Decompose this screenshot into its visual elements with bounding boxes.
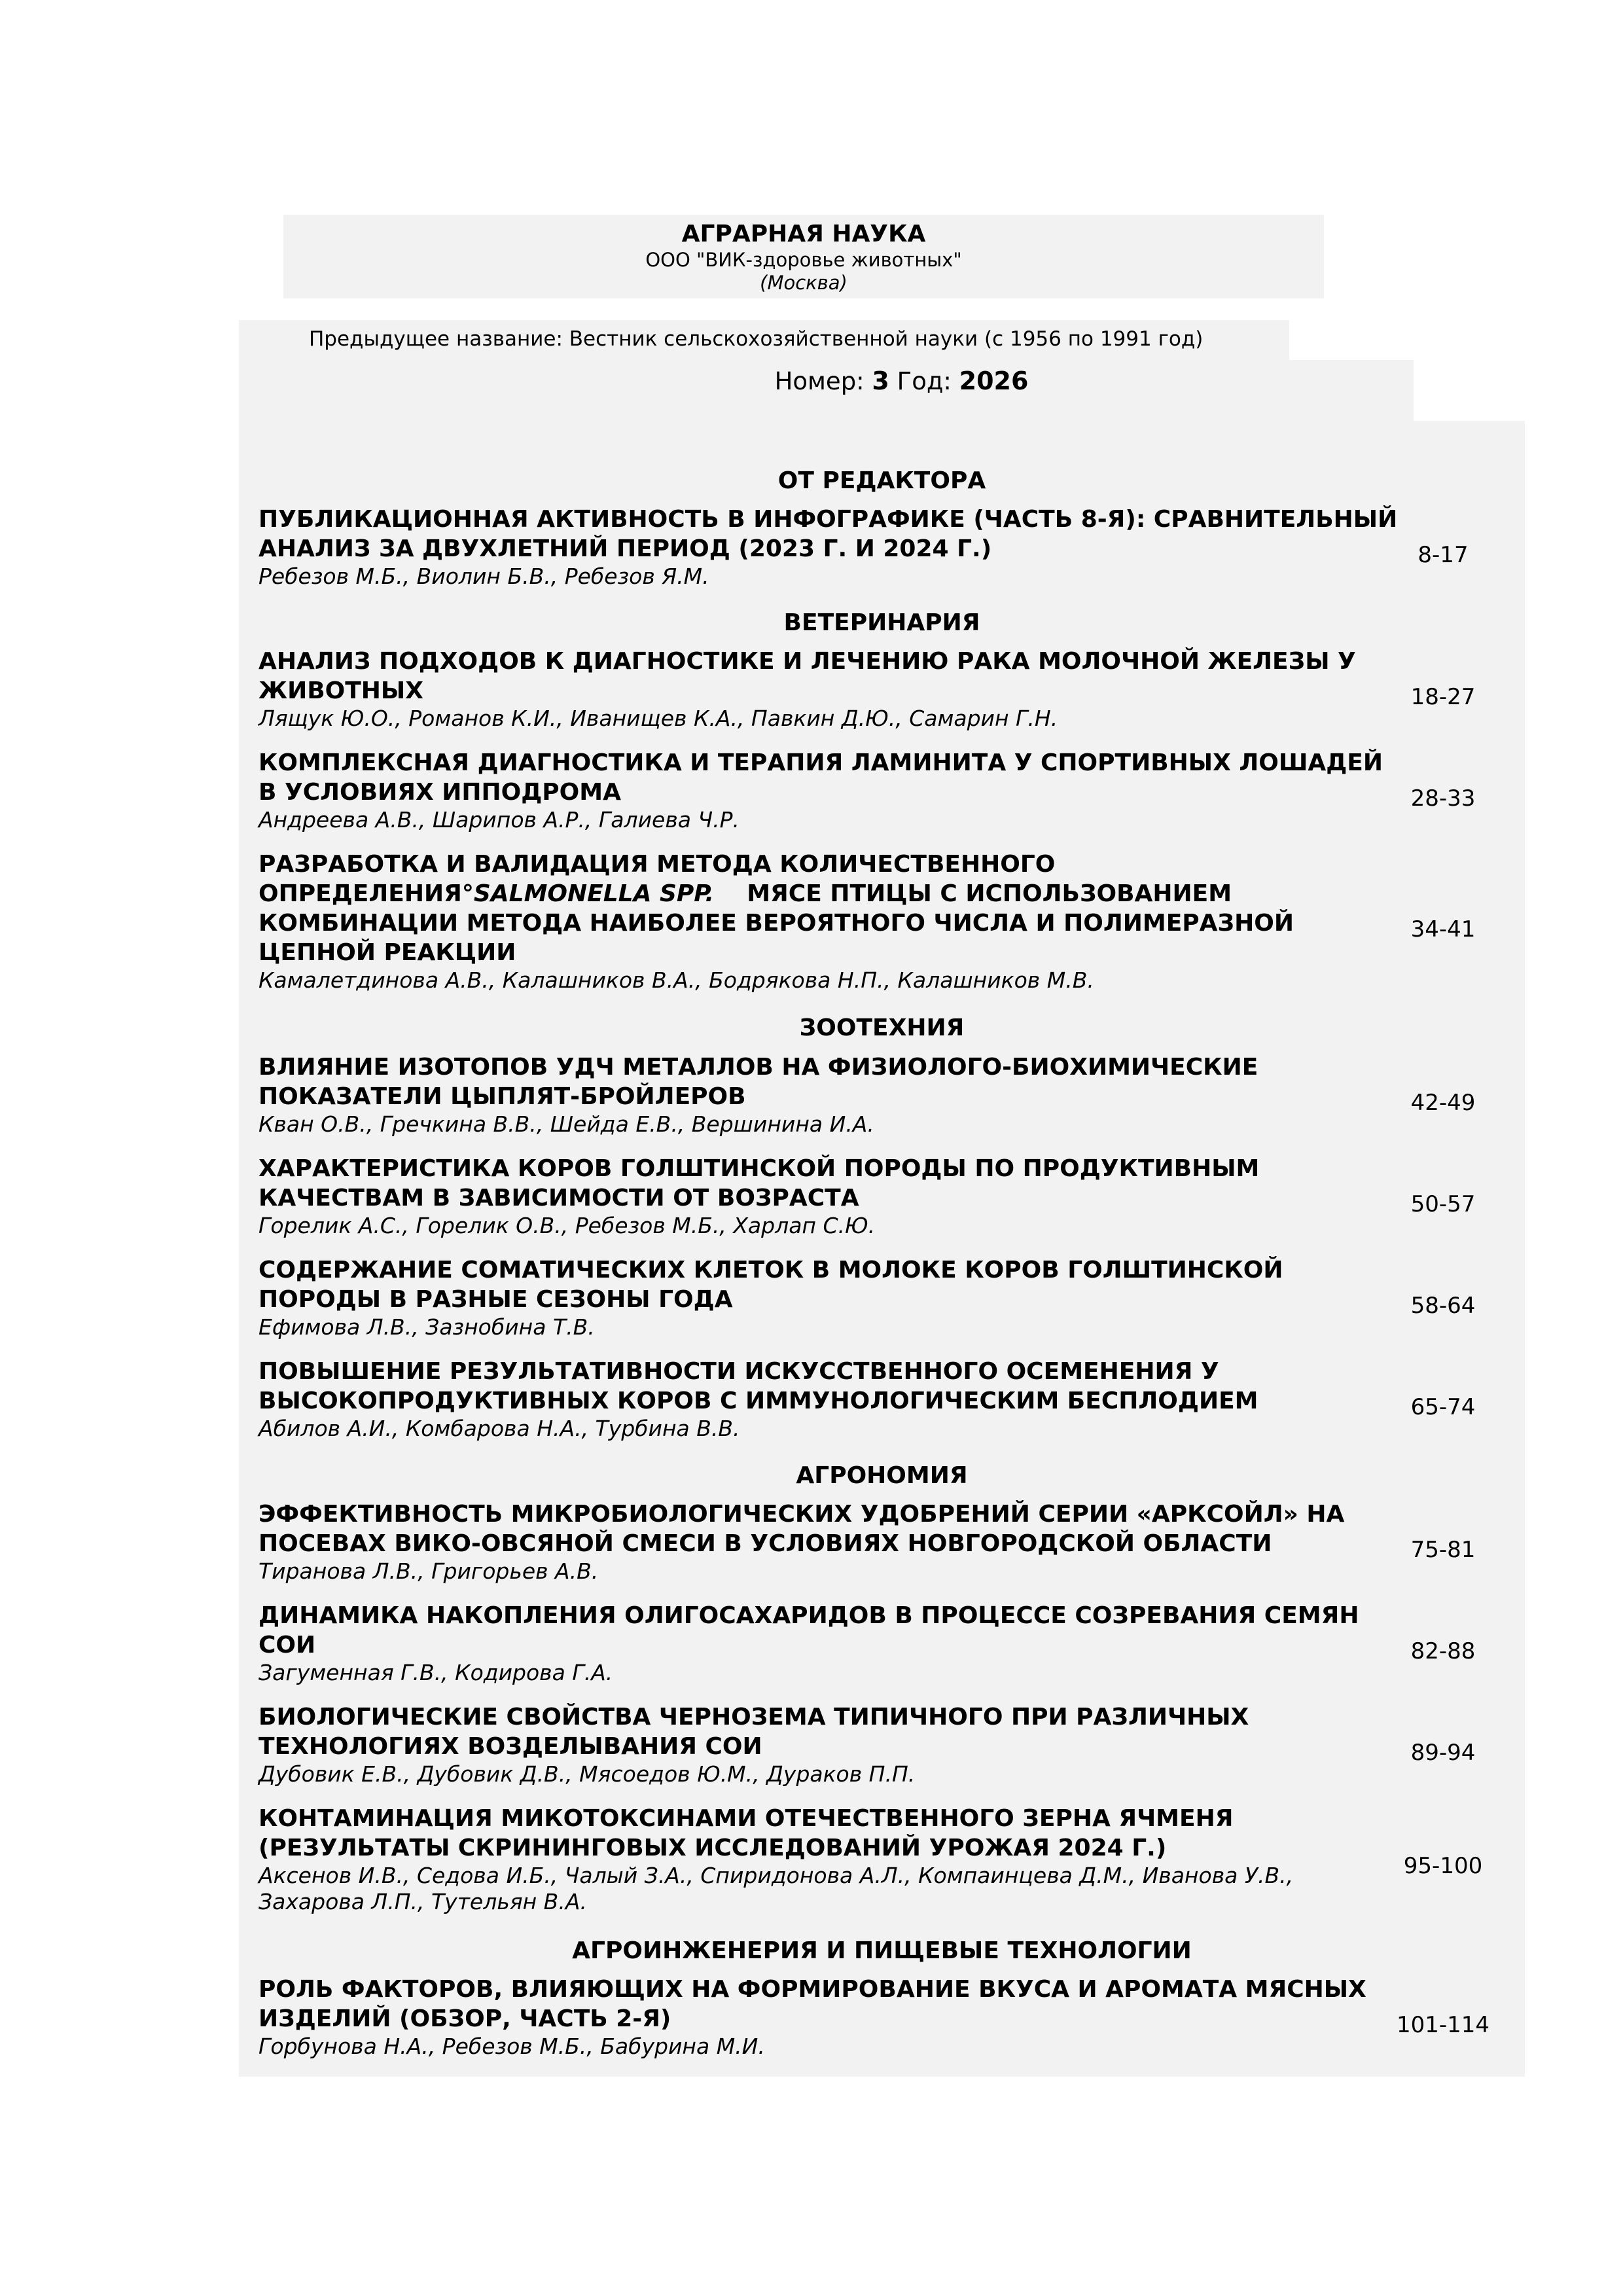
article-entry[interactable] — [259, 505, 1561, 590]
article-authors: Абилов А.И., Комбарова Н.А., Турбина В.В. — [259, 1416, 740, 1441]
article-authors: Дубовик Е.В., Дубовик Д.В., Мясоедов Ю.М., Дураков П.П. — [259, 1761, 916, 1787]
article-title[interactable]: ЭФФЕКТИВНОСТЬ МИКРОБИОЛОГИЧЕСКИХ УДОБРЕНИЙ СЕРИИ «АРКСОЙЛ» НА ПОСЕВАХ ВИКО-ОВСЯНОЙ СМЕСИ В УСЛОВИЯХ НОВГОРОДСКОЙ ОБЛАСТИ — [259, 1501, 1345, 1557]
section-heading: ЗООТЕХНИЯ — [799, 1014, 965, 1041]
previous-name-box — [239, 320, 1289, 362]
article-pages: 89-94 — [1410, 1740, 1476, 1766]
article-title[interactable]: АНАЛИЗ ПОДХОДОВ К ДИАГНОСТИКЕ И ЛЕЧЕНИЮ РАКА МОЛОЧНОЙ ЖЕЛЕЗЫ У ЖИВОТНЫХ — [259, 648, 1356, 704]
article-title[interactable]: КОНТАМИНАЦИЯ МИКОТОКСИНАМИ ОТЕЧЕСТВЕННОГО ЗЕРНА ЯЧМЕНЯ (РЕЗУЛЬТАТЫ СКРИНИНГОВЫХ ИССЛЕДОВАНИЙ УРОЖАЯ 2024 Г.) — [259, 1805, 1234, 1861]
article-entry[interactable] — [259, 1357, 1561, 1442]
article-entry[interactable] — [259, 748, 1561, 833]
article-entry[interactable] — [259, 1975, 1561, 2060]
article-title[interactable]: ВЛИЯНИЕ ИЗОТОПОВ УДЧ МЕТАЛЛОВ НА ФИЗИОЛОГО-БИОХИМИЧЕСКИЕ ПОКАЗАТЕЛИ ЦЫПЛЯТ-БРОЙЛЕРОВ — [259, 1054, 1258, 1110]
article-pages: 8-17 — [1418, 542, 1469, 568]
article-entry[interactable] — [259, 647, 1561, 732]
article-authors: Загуменная Г.В., Кодирова Г.А. — [259, 1660, 613, 1685]
section-heading: АГРОИНЖЕНЕРИЯ И ПИЩЕВЫЕ ТЕХНОЛОГИИ — [572, 1937, 1192, 1964]
article-pages: 65-74 — [1410, 1394, 1476, 1420]
article-title[interactable]: ПУБЛИКАЦИОННАЯ АКТИВНОСТЬ В ИНФОГРАФИКЕ (ЧАСТЬ 8-Я): СРАВНИТЕЛЬНЫЙ АНАЛИЗ ЗА ДВУХЛЕТНИЙ ПЕРИОД (2023 Г. И 2024 Г.) — [259, 506, 1398, 562]
article-authors: Кван О.В., Гречкина В.В., Шейда Е.В., Вершинина И.А. — [259, 1111, 874, 1137]
article-entry[interactable] — [259, 1052, 1561, 1138]
article-entry[interactable] — [259, 1255, 1561, 1340]
article-entry[interactable] — [259, 1601, 1561, 1686]
issue-box — [239, 360, 1414, 422]
article-authors: Аксенов И.В., Седова И.Б., Чалый З.А., Спиридонова А.Л., Компаинцева Д.М., Иванова У.В., Захарова Л.П., Тутельян В.А. — [259, 1863, 1294, 1914]
article-authors: Ребезов М.Б., Виолин Б.В., Ребезов Я.М. — [259, 564, 709, 589]
article-pages: 101-114 — [1396, 2012, 1490, 2038]
table-of-contents — [239, 421, 1525, 2077]
article-pages: 34-41 — [1410, 916, 1476, 942]
article-title[interactable]: РАЗРАБОТКА И ВАЛИДАЦИЯ МЕТОДА КОЛИЧЕСТВЕННОГО ОПРЕДЕЛЕНИЯ°SALMONELLA SPP. МЯСЕ ПТИЦЫ С ИСПОЛЬЗОВАНИЕМ КОМБИНАЦИИ МЕТОДА НАИБОЛЕЕ ВЕРОЯТНОГО ЧИСЛА И ПОЛИМЕРАЗНОЙ ЦЕПНОЙ РЕАКЦИИ — [259, 851, 1294, 966]
article-entry[interactable] — [259, 1702, 1561, 1787]
previous-name: Предыдущее название: Вестник сельскохозяйственной науки (с 1956 по 1991 год) — [309, 327, 1204, 351]
article-title[interactable]: ДИНАМИКА НАКОПЛЕНИЯ ОЛИГОСАХАРИДОВ В ПРОЦЕССЕ СОЗРЕВАНИЯ СЕМЯН СОИ — [259, 1602, 1359, 1659]
year-label: Год: — [897, 367, 952, 395]
article-pages: 82-88 — [1410, 1638, 1476, 1664]
journal-city: (Москва) — [760, 272, 847, 294]
article-entry[interactable] — [259, 1154, 1561, 1239]
article-authors: Горелик А.С., Горелик О.В., Ребезов М.Б., Харлап С.Ю. — [259, 1213, 876, 1238]
article-title[interactable]: КОМПЛЕКСНАЯ ДИАГНОСТИКА И ТЕРАПИЯ ЛАМИНИТА У СПОРТИВНЫХ ЛОШАДЕЙ В УСЛОВИЯХ ИППОДРОМА — [259, 749, 1383, 806]
article-title[interactable]: БИОЛОГИЧЕСКИЕ СВОЙСТВА ЧЕРНОЗЕМА ТИПИЧНОГО ПРИ РАЗЛИЧНЫХ ТЕХНОЛОГИЯХ ВОЗДЕЛЫВАНИЯ СОИ — [259, 1704, 1249, 1760]
article-pages: 50-57 — [1410, 1191, 1476, 1217]
year-number: 2026 — [959, 367, 1029, 395]
article-pages: 28-33 — [1410, 785, 1476, 812]
article-pages: 75-81 — [1410, 1537, 1476, 1563]
article-title[interactable]: ПОВЫШЕНИЕ РЕЗУЛЬТАТИВНОСТИ ИСКУССТВЕННОГО ОСЕМЕНЕНИЯ У ВЫСОКОПРОДУКТИВНЫХ КОРОВ С ИММУНОЛОГИЧЕСКИМ БЕСПЛОДИЕМ — [259, 1358, 1258, 1414]
section-heading: ВЕТЕРИНАРИЯ — [783, 609, 980, 636]
journal-title: АГРАРНАЯ НАУКА — [681, 221, 926, 247]
article-pages: 95-100 — [1403, 1853, 1483, 1879]
journal-publisher: ООО "ВИК-здоровье животных" — [645, 249, 962, 271]
article-title[interactable]: ХАРАКТЕРИСТИКА КОРОВ ГОЛШТИНСКОЙ ПОРОДЫ ПО ПРОДУКТИВНЫМ КАЧЕСТВАМ В ЗАВИСИМОСТИ ОТ ВОЗРАСТА — [259, 1155, 1260, 1211]
article-authors: Камалетдинова А.В., Калашников В.А., Бодрякова Н.П., Калашников М.В. — [259, 967, 1094, 993]
article-authors: Андреева А.В., Шарипов А.Р., Галиева Ч.Р. — [259, 807, 740, 833]
article-pages: 18-27 — [1410, 684, 1476, 710]
journal-header — [283, 215, 1324, 298]
article-title[interactable]: РОЛЬ ФАКТОРОВ, ВЛИЯЮЩИХ НА ФОРМИРОВАНИЕ ВКУСА И АРОМАТА МЯСНЫХ ИЗДЕЛИЙ (ОБЗОР, ЧАСТЬ 2-Я) — [259, 1976, 1366, 2032]
article-authors: Тиранова Л.В., Григорьев А.В. — [259, 1558, 599, 1584]
article-entry[interactable] — [259, 1499, 1561, 1585]
article-title[interactable]: СОДЕРЖАНИЕ СОМАТИЧЕСКИХ КЛЕТОК В МОЛОКЕ КОРОВ ГОЛШТИНСКОЙ ПОРОДЫ В РАЗНЫЕ СЕЗОНЫ ГОДА — [259, 1257, 1283, 1313]
issue-line — [239, 360, 1414, 396]
issue-label: Номер: — [774, 367, 865, 395]
article-pages: 42-49 — [1410, 1090, 1476, 1116]
article-authors: Лящук Ю.О., Романов К.И., Иванищев К.А., Павкин Д.Ю., Самарин Г.Н. — [259, 706, 1058, 731]
section-heading: АГРОНОМИЯ — [796, 1462, 968, 1489]
article-authors: Горбунова Н.А., Ребезов М.Б., Бабурина М.И. — [259, 2034, 765, 2059]
issue-number: 3 — [872, 367, 889, 395]
article-pages: 58-64 — [1410, 1293, 1476, 1319]
section-heading: ОТ РЕДАКТОРА — [777, 467, 986, 494]
article-entry[interactable] — [259, 850, 1561, 994]
article-authors: Ефимова Л.В., Зазнобина Т.В. — [259, 1314, 595, 1340]
article-entry[interactable] — [259, 1804, 1561, 1915]
